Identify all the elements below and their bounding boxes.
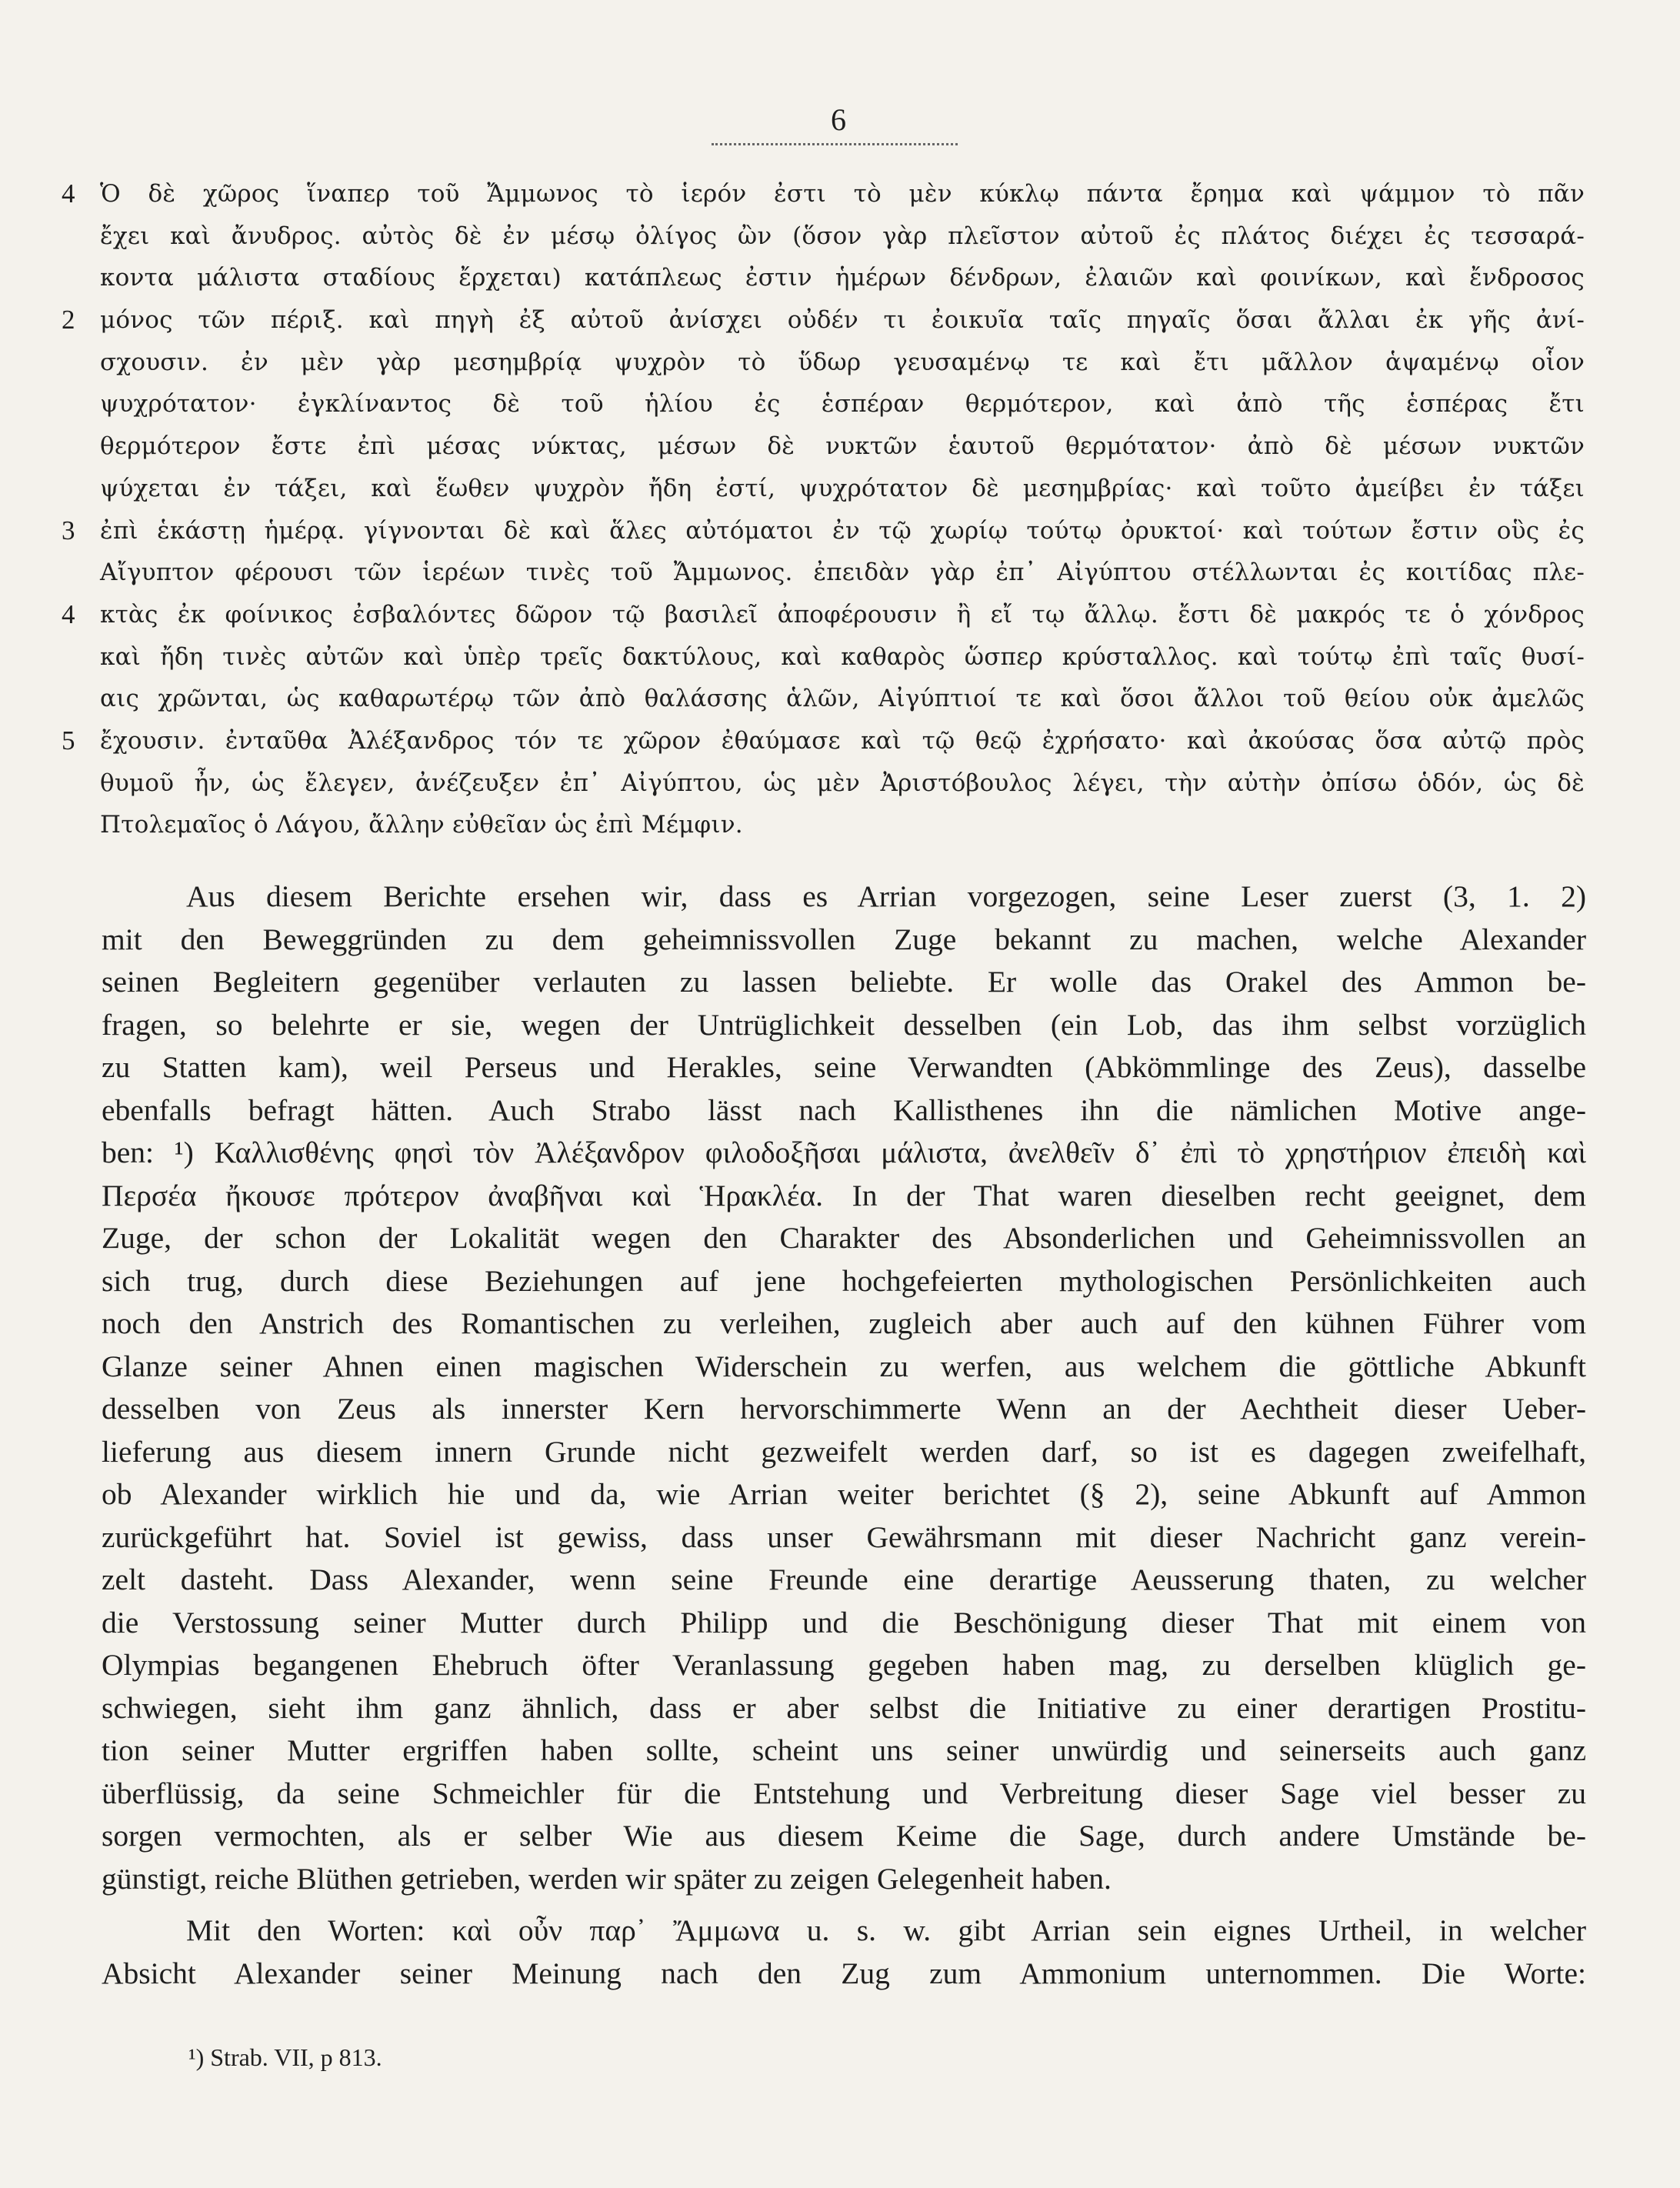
greek-line: αις χρῶνται, ὡς καθαρωτέρῳ τῶν ἀπὸ θαλάσσης ἁλῶν, Αἰγύπτιοί τε καὶ ὅσοι ἄλλοι τοῦ θείου οὐκ ἀμελῶς bbox=[100, 685, 1585, 713]
section-number: 4 bbox=[62, 599, 75, 629]
text-line: Glanze seiner Ahnen einen magischen Widerschein zu werfen, aus welchem die göttliche Abkunft bbox=[102, 1349, 1586, 1383]
greek-line: κοντα μάλιστα σταδίους ἔρχεται) κατάπλεως ἐστιν ἡμέρων δένδρων, ἐλαιῶν καὶ φοινίκων, καὶ ἔνδροσος bbox=[100, 264, 1585, 292]
footnote: ¹) Strab. VII, p 813. bbox=[188, 2043, 382, 2071]
text-line: sorgen vermochten, als er selber Wie aus diesem Keime die Sage, durch andere Umstände be- bbox=[102, 1819, 1586, 1853]
text-line: sich trug, durch diese Beziehungen auf jene hochgefeierten mythologischen Persönlichkeiten auch bbox=[102, 1263, 1586, 1298]
greek-line: Πτολεμαῖος ὁ Λάγου, ἄλλην εὐθεῖαν ὡς ἐπὶ Μέμφιν. bbox=[100, 811, 743, 839]
greek-line: 2 μόνος τῶν πέριξ. καὶ πηγὴ ἐξ αὐτοῦ ἀνίσχει οὐδέν τι ἐοικυῖα ταῖς πηγαῖς ὅσαι ἄλλαι ἐκ γῆς ἀνί- bbox=[100, 299, 1585, 342]
greek-line: θυμοῦ ἦν, ὡς ἔλεγεν, ἀνέζευξεν ἐπ᾿ Αἰγύπτου, ὡς μὲν Ἀριστόβουλος λέγει, τὴν αὐτὴν ὀπίσω ὁδόν, ὡς δὲ bbox=[100, 769, 1585, 797]
text-line: ob Alexander wirklich hie und da, wie Arrian weiter berichtet (§ 2), seine Abkunft auf Ammon bbox=[102, 1477, 1586, 1511]
text-line: zelt dasteht. Dass Alexander, wenn seine Freunde eine derartige Aeusserung thaten, zu welcher bbox=[102, 1563, 1586, 1596]
text-line: Olympias begangenen Ehebruch öfter Veranlassung gegeben haben mag, zu derselben klüglich ge- bbox=[102, 1648, 1586, 1682]
text-line: fragen, so belehrte er sie, wegen der Untrüglichkeit desselben (ein Lob, das ihm selbst vorzüglich bbox=[102, 1007, 1586, 1042]
greek-line: 4 Ὁ δὲ χῶρος ἵναπερ τοῦ Ἄμμωνος τὸ ἱερόν ἐστι τὸ μὲν κύκλῳ πάντα ἔρημα καὶ ψάμμον τὸ πᾶν bbox=[100, 173, 1585, 215]
section-number: 5 bbox=[62, 725, 75, 755]
text-line: lieferung aus diesem innern Grunde nicht gezweifelt werden darf, so ist es dagegen zweifelhaft, bbox=[102, 1434, 1586, 1469]
text-line: die Verstossung seiner Mutter durch Philipp und die Beschönigung dieser That mit einem von bbox=[102, 1605, 1586, 1639]
greek-line: 4 κτὰς ἐκ φοίνικος ἐσβαλόντες δῶρον τῷ βασιλεῖ ἀποφέρουσιν ἢ εἴ τῳ ἄλλῳ. ἔστι δὲ μακρός τε ὁ χόνδρος bbox=[100, 594, 1585, 636]
greek-line: 5 ἔχουσιν. ἐνταῦθα Ἀλέξανδρος τόν τε χῶρον ἐθαύμασε καὶ τῷ θεῷ ἐχρήσατο· καὶ ἀκούσας ὅσα αὐτῷ πρὸς bbox=[100, 720, 1585, 762]
text-line: ebenfalls befragt hätten. Auch Strabo lässt nach Kallisthenes ihn die nämlichen Motive ange- bbox=[102, 1092, 1586, 1127]
text-line: desselben von Zeus als innerster Kern hervorschimmerte Wenn an der Aechtheit dieser Ueber- bbox=[102, 1392, 1586, 1426]
text-line: Zuge, der schon der Lokalität wegen den Charakter des Absonderlichen und Geheimnissvollen an bbox=[102, 1221, 1586, 1255]
text-line: Mit den Worten: καὶ οὖν παρ᾿ Ἄμμωνα u. s. w. gibt Arrian sein eignes Urtheil, in welcher bbox=[186, 1913, 1586, 1947]
text-line: seinen Begleitern gegenüber verlauten zu lassen beliebte. Er wolle das Orakel des Ammon be- bbox=[102, 965, 1586, 999]
text-line: überflüssig, da seine Schmeichler für die Entstehung und Verbreitung dieser Sage viel besser zu bbox=[102, 1776, 1586, 1810]
greek-line: Αἴγυπτον φέρουσι τῶν ἱερέων τινὲς τοῦ Ἄμμωνος. ἐπειδὰν γὰρ ἐπ᾿ Αἰγύπτου στέλλωνται ἐς κοιτίδας πλε- bbox=[100, 559, 1585, 587]
page-number-ornament bbox=[712, 135, 958, 145]
text-line: noch den Anstrich des Romantischen zu verleihen, zugleich aber auch auf den kühnen Führer vom bbox=[102, 1306, 1586, 1340]
greek-line: θερμότερον ἔστε ἐπὶ μέσας νύκτας, μέσων δὲ νυκτῶν ἑαυτοῦ θερμότατον· ἀπὸ δὲ μέσων νυκτῶν bbox=[100, 432, 1585, 461]
section-number: 2 bbox=[62, 305, 75, 335]
greek-quotation bbox=[62, 173, 1585, 846]
page-number: 6 bbox=[831, 102, 846, 137]
text-line: tion seiner Mutter ergriffen haben sollte, scheint uns seiner unwürdig und seinerseits auch ganz bbox=[102, 1733, 1586, 1767]
greek-line: ψυχρότατον· ἐγκλίναντος δὲ τοῦ ἡλίου ἐς ἑσπέραν θερμότερον, καὶ ἀπὸ τῆς ἑσπέρας ἔτι bbox=[100, 390, 1585, 419]
german-commentary bbox=[102, 876, 1586, 1995]
text-line: Absicht Alexander seiner Meinung nach den Zug zum Ammonium unternommen. Die Worte: bbox=[102, 1956, 1586, 1990]
text-line: Aus diesem Berichte ersehen wir, dass es Arrian vorgezogen, seine Leser zuerst (3, 1. 2) bbox=[186, 879, 1586, 913]
greek-line: σχουσιν. ἐν μὲν γὰρ μεσημβρίᾳ ψυχρὸν τὸ ὕδωρ γευσαμένῳ τε καὶ ἔτι μᾶλλον ἁψαμένῳ οἷον bbox=[100, 348, 1585, 376]
section-number: 4 bbox=[62, 178, 75, 208]
text-line: zu Statten kam), weil Perseus und Herakles, seine Verwandten (Abkömmlinge des Zeus), dasselbe bbox=[102, 1050, 1586, 1084]
greek-line: ψύχεται ἐν τάξει, καὶ ἕωθεν ψυχρὸν ἤδη ἐστί, ψυχρότατον δὲ μεσημβρίας· καὶ τοῦτο ἀμείβει ἐν τάξει bbox=[100, 474, 1585, 502]
greek-line: 3 ἐπὶ ἑκάστῃ ἡμέρᾳ. γίγνονται δὲ καὶ ἅλες αὐτόματοι ἐν τῷ χωρίῳ τούτῳ ὀρυκτοί· καὶ τούτων ἔστιν οὓς ἐς bbox=[100, 510, 1585, 552]
text-line: ben: ¹) Καλλισθένης φησὶ τὸν Ἀλέξανδρον φιλοδοξῆσαι μάλιστα, ἀνελθεῖν δ᾿ ἐπὶ τὸ χρηστήριον ἐπειδὴ καὶ bbox=[102, 1136, 1586, 1169]
text-line: mit den Beweggründen zu dem geheimnissvollen Zuge bekannt zu machen, welche Alexander bbox=[102, 922, 1586, 956]
greek-line: ἔχει καὶ ἄνυδρος. αὐτὸς δὲ ἐν μέσῳ ὀλίγος ὢν (ὅσον γὰρ πλεῖστον αὐτοῦ ἐς πλάτος διέχει ἐς τεσσαρά- bbox=[100, 222, 1585, 250]
text-line: zurückgeführt hat. Soviel ist gewiss, dass unser Gewährsmann mit dieser Nachricht ganz verein- bbox=[102, 1519, 1586, 1554]
greek-line: καὶ ἤδη τινὲς αὐτῶν καὶ ὑπὲρ τρεῖς δακτύλους, καὶ καθαρὸς ὥσπερ κρύσταλλος. καὶ τούτῳ ἐπὶ ταῖς θυσί- bbox=[100, 642, 1585, 671]
text-line: günstigt, reiche Blüthen getrieben, werden wir später zu zeigen Gelegenheit haben. bbox=[102, 1861, 1112, 1896]
text-line: schwiegen, sieht ihm ganz ähnlich, dass er aber selbst die Initiative zu einer derartigen Prostitu- bbox=[102, 1690, 1586, 1725]
text-line: Περσέα ἤκουσε πρότερον ἀναβῆναι καὶ Ἡρακλέα. In der That waren dieselben recht geeignet, dem bbox=[102, 1178, 1586, 1212]
section-number: 3 bbox=[62, 515, 75, 545]
